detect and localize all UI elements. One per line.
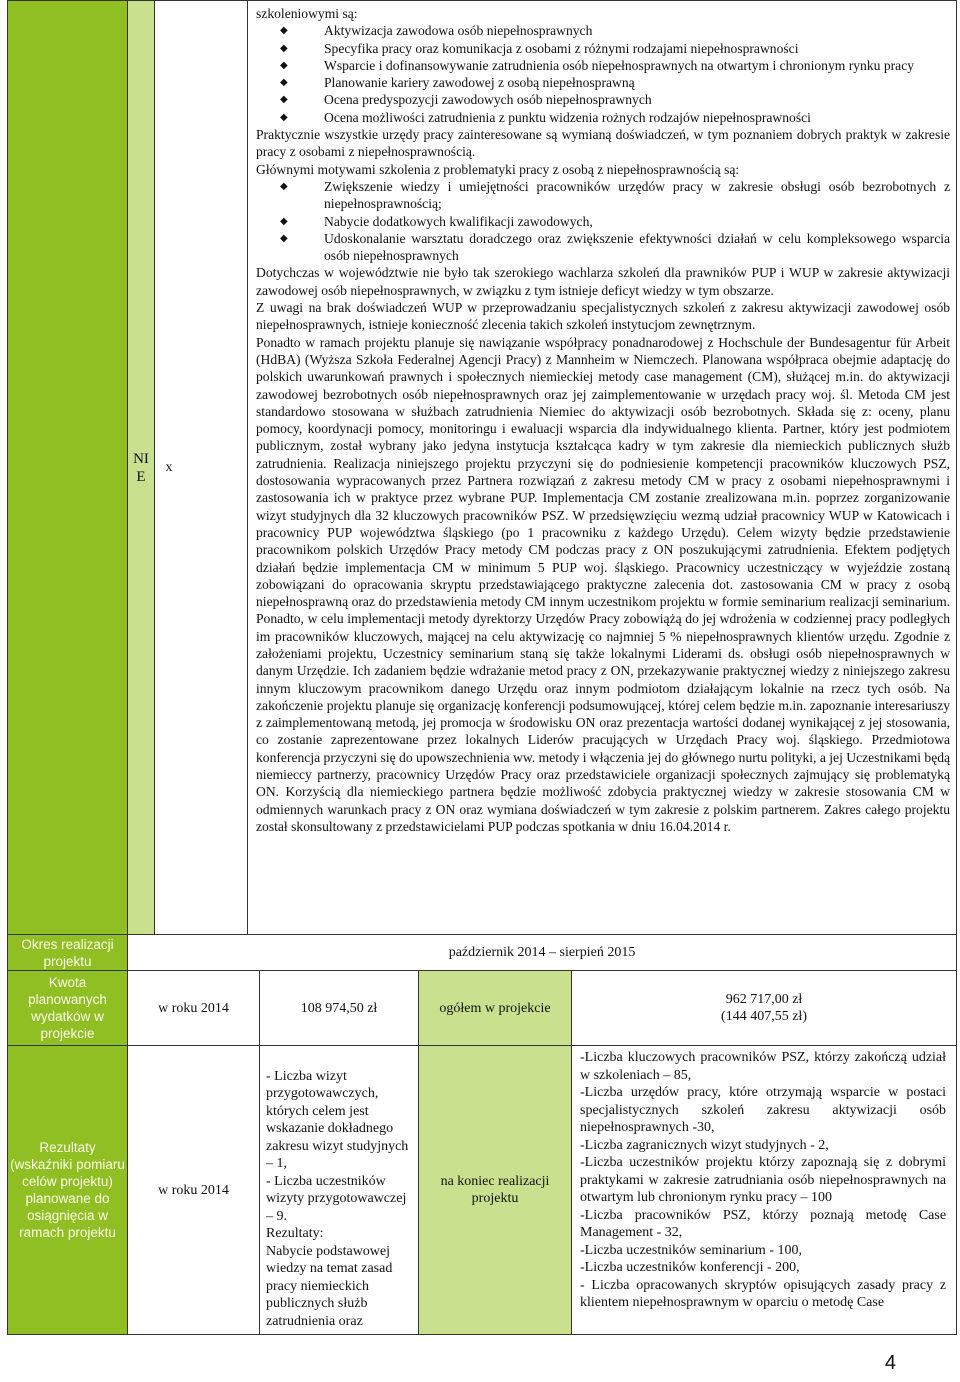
kwota-total-label-cell bbox=[419, 971, 572, 1046]
kwota-label: Kwota planowanych wydatków w projekcie bbox=[28, 975, 107, 1041]
kwota-total-label: ogółem w projekcie bbox=[439, 1000, 551, 1016]
kwota-total-value-cell bbox=[572, 971, 957, 1046]
description-cell bbox=[248, 1, 957, 935]
okres-label-cell bbox=[8, 935, 128, 971]
x-label: x bbox=[165, 460, 173, 475]
paragraph: Z uwagi na brak doświadczeń WUP w przeprowadzaniu specjalistycznych szkoleń z zakresu aktywizacji zawodowej osób niepełnosprawnych, istnieje konieczność zlecenia takich szkoleń instytucjom zewnętrznym. bbox=[256, 300, 951, 333]
list-item: ◆ Planowanie kariery zawodowej z osobą niepełnosprawną bbox=[280, 74, 950, 91]
page-number: 4 bbox=[884, 1352, 896, 1374]
kwota-year-value-cell bbox=[260, 971, 419, 1046]
nie-label: NI E bbox=[133, 450, 149, 485]
rezultaty-year-value-cell bbox=[260, 1046, 419, 1335]
kwota-year-value: 108 974,50 zł bbox=[300, 1000, 378, 1016]
topics-list bbox=[256, 22, 950, 126]
list-item: -Liczba pracowników PSZ, którzy poznają metodę Case Management - 32, bbox=[580, 1207, 947, 1240]
kwota-year-label: w roku 2014 bbox=[158, 1000, 229, 1016]
kwota-label-cell bbox=[8, 971, 128, 1046]
list-item: ◆ Nabycie dodatkowych kwalifikacji zawodowych, bbox=[280, 213, 950, 230]
list-item: ◆ Aktywizacja zawodowa osób niepełnosprawnych bbox=[280, 22, 950, 39]
intro-text: szkoleniowymi są: bbox=[256, 6, 358, 21]
paragraph: Dotychczas w województwie nie było tak szerokiego wachlarza szkoleń dla prawników PUP i WUP w zakresie aktywizacji zawodowej osób niepełnosprawnych, w związku z tym istnieje deficyt wiedzy w tym obszarze. bbox=[256, 265, 951, 298]
list-item: -Liczba uczestników konferencji - 200, bbox=[580, 1260, 800, 1275]
project-table bbox=[7, 0, 957, 1335]
list-item: -Liczba uczestników projektu którzy zapoznają się z dobrymi praktykami w zakresie zatrudniania osób niepełnosprawnych na otwartym lub chronionym rynku pracy – 100 bbox=[580, 1155, 947, 1205]
paragraph: Głównymi motywami szkolenia z problematyki pracy z osobą z niepełnosprawnością są: bbox=[256, 161, 740, 177]
nie-cell bbox=[128, 1, 155, 935]
rezultaty-year-label-cell bbox=[128, 1046, 260, 1335]
list-item: -Liczba uczestników seminarium - 100, bbox=[580, 1242, 802, 1258]
x-cell bbox=[155, 1, 248, 935]
rezultaty-end-label: na koniec realizacji projektu bbox=[440, 1174, 550, 1206]
paragraph: Praktycznie wszystkie urzędy pracy zainteresowane są wymianą doświadczeń, w tym poznaniem dobrych praktyk w zakresie pracy z osobami z niepełnosprawnością. bbox=[256, 127, 951, 160]
kwota-total-value: 962 717,00 zł bbox=[725, 992, 803, 1007]
okres-value: październik 2014 – sierpień 2015 bbox=[448, 945, 636, 960]
okres-label: Okres realizacji projektu bbox=[21, 936, 114, 969]
list-item: -Liczba urzędów pracy, które otrzymają wsparcie w postaci specjalistycznych szkoleń zakresu aktywizacji osób niepełnosprawnych -30, bbox=[580, 1085, 947, 1135]
list-item: ◆ Specyfika pracy oraz komunikacja z osobami z różnymi rodzajami niepełnosprawności bbox=[280, 40, 950, 57]
rezultaty-label-cell bbox=[8, 1046, 128, 1335]
paragraph: Ponadto w ramach projektu planuje się nawiązanie współpracy ponadnarodowej z Hochschule der Bundesagentur für Arbeit (HdBA) (Wyższa Szkoła Federalnej Agencji Pracy) z Mannheim w Niemczech. Planowana współpraca obejmie adaptację do polskich uwarunkowań prawnych i społecznych niemieckiej metody case management (CM), służącej m.in. do aktywizacji zawodowej bezrobotnych osób niepełnosprawnych oraz jej zaimplementowanie w urzędach pracy woj. śl. Metoda CM jest standardowo stosowana w służbach zatrudnienia Niemiec do aktywizacji osób bezrobotnych. Składa się z: oceny, planu pomocy, koordynacji pomocy, monitoringu i ewaluacji wsparcia dla indywidualnego klienta. Partner, który jest podmiotem publicznym, został wybrany jako jedyna instytucja kształcąca kadry w tym zakresie dla niemieckich publicznych służb zatrudnienia. Realizacja niniejszego projektu przyczyni się do podniesienie kompetencji pracowników kluczowych PSZ, dostosowania wypracowanych przez Partnera rozwiązań z zakresu metody CM w pracy z osobami niepełnosprawnymi i zastosowania ich w praktyce przez wybrane PUP. Implementacja CM zostanie zrealizowana m.in. poprzez zorganizowanie wizyt studyjnych dla 32 kluczowych pracowników PSZ. W przedsięwzięciu wezmą udział pracownicy WUP w Katowicach i pracownicy PUP województwa śląskiego (po 1 pracowniku z każdego Urzędu). Celem wizyty będzie przedstawienie pracownikom polskich Urzędów Pracy metody CM podczas pracy z ON poszukującymi zatrudnienia. Efektem podjętych działań będzie implementacja CM w minimum 5 PUP woj. śląskiego. Pracownicy uczestniczący w wyjeździe zostaną zobowiązani do opracowania skryptu przedstawiającego praktyczne zalecenia dot. zastosowania CM w pracy z osobą niepełnosprawną oraz do przedstawienia metody CM innym uczestnikom projektu w formie seminarium realizacji seminarium. Ponadto, w celu implementacji metody dyrektorzy Urzędów Pracy zobowiążą do jej wdrożenia w codziennej pracy podległych im pracowników kluczowych, mającej na celu aktywizację co najmniej 5 % niepełnosprawnych klientów urzędu. Zgodnie z założeniami projektu, Uczestnicy seminarium staną się także lokalnymi Liderami ds. obsługi osób niepełnosprawnych w danym Urzędzie. Ich zadaniem będzie wdrażanie metod pracy z ON, przekazywanie praktycznej wiedzy z niniejszego zakresu innym kluczowym pracownikom danego Urzędu oraz innym podmiotom działającym lokalnie na rzecz tych osób. Na zakończenie projektu planuje się organizację konferencji podsumowującej, której celem będzie m.in. zapoznanie interesariuszy z zaimplementowaną metodą, jej promocja w środowisku ON oraz prezentacja wartości dodanej wynikającej z jej stosowania, co zostanie zaprezentowane przez lokalnych Liderów pracujących w Urzędach Pracy woj. śląskiego. Przedmiotowa konferencja przyczyni się do upowszechnienia ww. metody i włączenia jej do głównego nurtu polityki, a jej Uczestnikami będą niemieccy partnerzy, pracownicy Urzędów Pracy oraz przedstawiciele organizacji społecznych zajmujący się problematyką ON. Korzyścią dla niemieckiego partnera będzie możliwość zdobycia praktycznej wiedzy w zakresie stosowania CM w odmiennych warunkach pracy z ON oraz wymiana doświadczeń w tym zakresie z polskim partnerem. Zakres całego projektu został skonsultowany z przedstawicielami PUP podczas spotkania w dniu 16.04.2014 r. bbox=[256, 334, 951, 834]
rezultaty-year-value: - Liczba wizyt przygotowawczych, których celem jest wskazanie dokładnego zakresu wizyt studyjnych – 1, - Liczba uczestników wizyty przygotowawczej – 9. Rezultaty: Nabycie podstawowej wiedzy na temat zasad pracy niemieckich publicznych służb zatrudnienia oraz bbox=[266, 1068, 409, 1329]
kwota-year-label-cell bbox=[128, 971, 260, 1046]
list-item: -Liczba zagranicznych wizyt studyjnych - 2, bbox=[580, 1137, 829, 1153]
list-item: ◆ Wsparcie i dofinansowywanie zatrudnienia osób niepełnosprawnych na otwartym i chronionym rynku pracy bbox=[280, 57, 950, 74]
list-item: - Liczba opracowanych skryptów opisujących zasady pracy z klientem niepełnosprawnym w oparciu o metodę Case bbox=[580, 1277, 947, 1310]
okres-value-cell bbox=[128, 935, 957, 971]
rezultaty-end-label-cell bbox=[419, 1046, 572, 1335]
list-item: ◆ Ocena predyspozycji zawodowych osób niepełnosprawnych bbox=[280, 91, 950, 108]
rezultaty-label: Rezultaty (wskaźniki pomiaru celów projektu) planowane do osiągnięcia w ramach projektu bbox=[10, 1140, 125, 1240]
list-item: ◆ Udoskonalanie warsztatu doradczego oraz zwiększenie efektywności działań w celu kompleksowego wsparcia osób niepełnosprawnych bbox=[280, 230, 950, 265]
rezultaty-year-label: w roku 2014 bbox=[158, 1182, 229, 1198]
kwota-total-value-secondary: (144 407,55 zł) bbox=[721, 1009, 807, 1024]
list-item: -Liczba kluczowych pracowników PSZ, którzy zakończą udział w szkoleniach – 85, bbox=[580, 1050, 947, 1083]
list-item: ◆ Zwiększenie wiedzy i umiejętności pracowników urzędów pracy w zakresie obsługi osób bezrobotnych z niepełnosprawnością; bbox=[280, 178, 950, 213]
rezultaty-end-values-cell bbox=[572, 1046, 957, 1335]
list-item: ◆ Ocena możliwości zatrudnienia z punktu widzenia rożnych rodzajów niepełnosprawności bbox=[280, 109, 950, 126]
left-green-top bbox=[8, 1, 128, 935]
motives-list bbox=[256, 178, 950, 264]
